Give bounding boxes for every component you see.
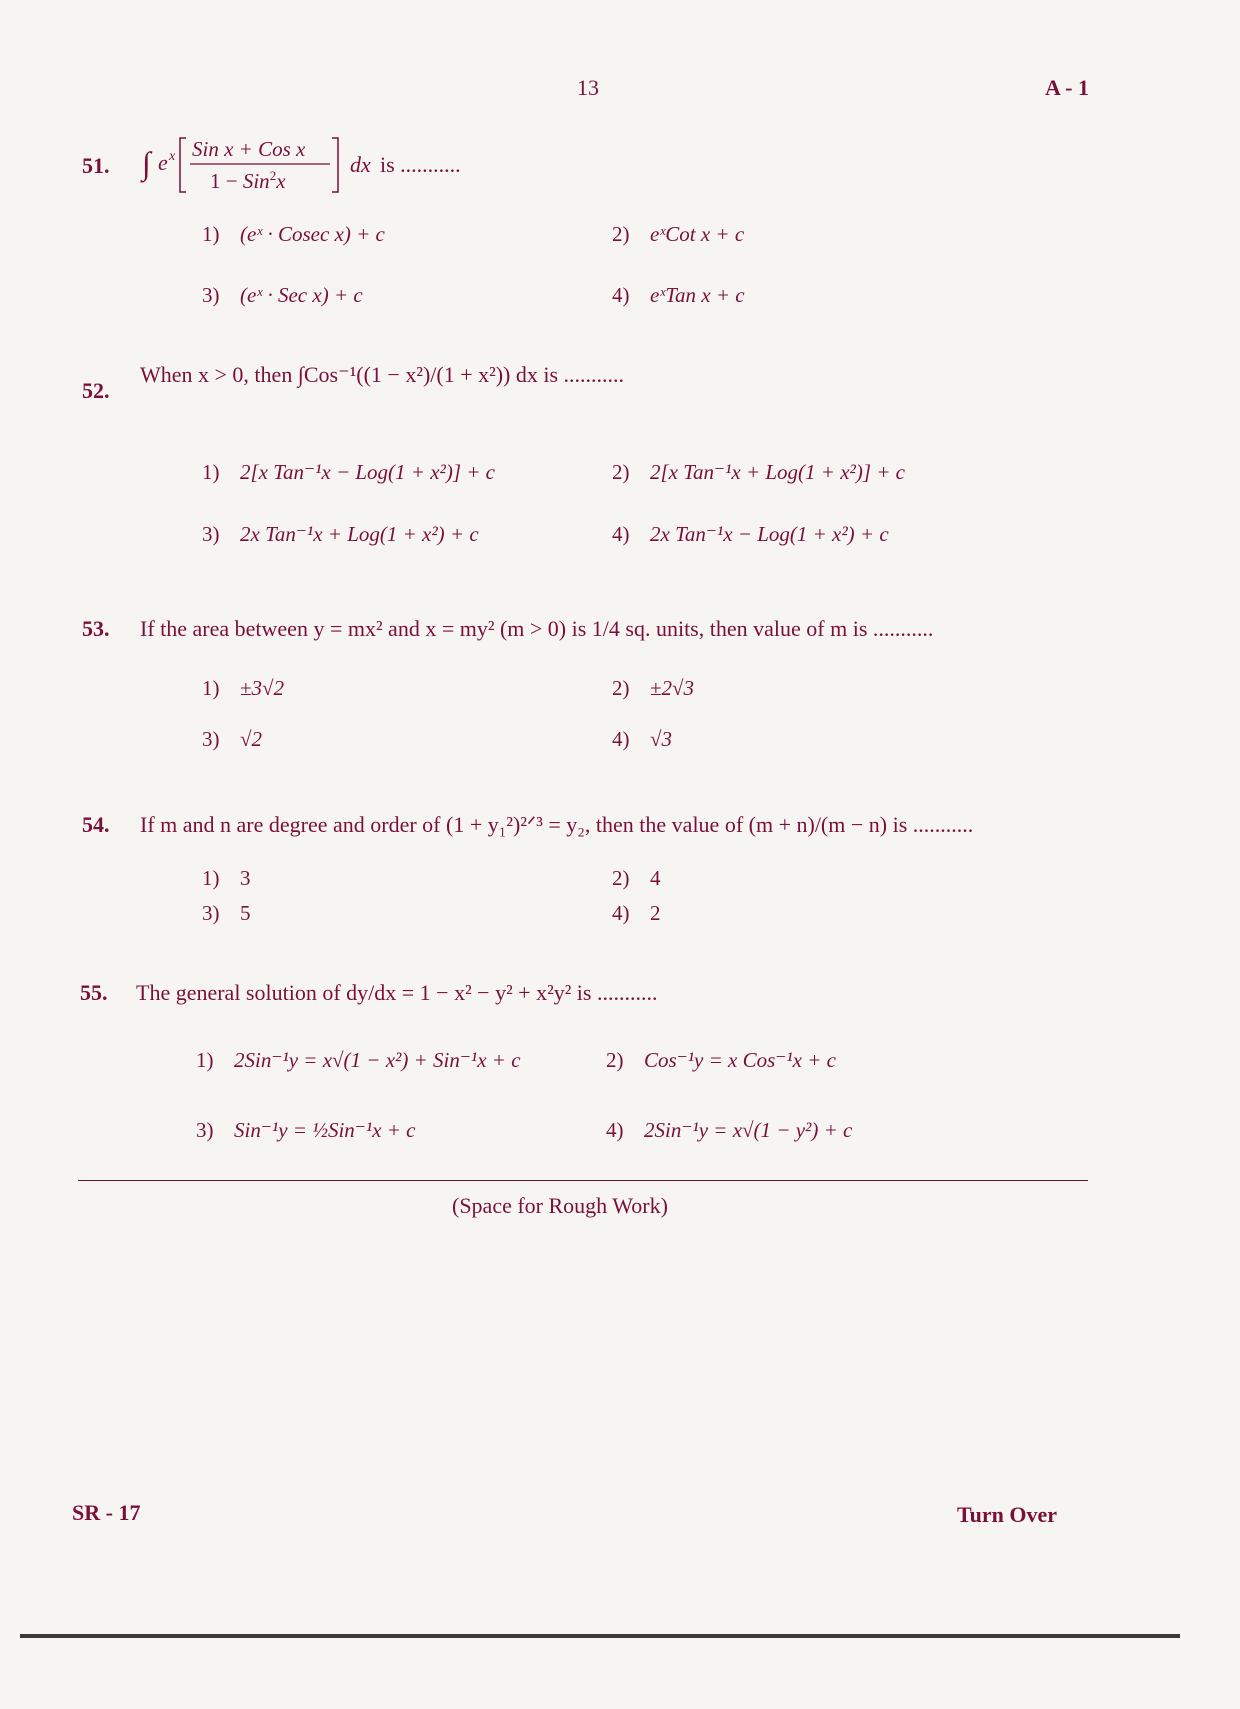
option-2[interactable] <box>612 222 744 247</box>
question-text: When x > 0, then ∫Cos⁻¹((1 − x²)/(1 + x²)) dx is ........... <box>140 362 625 387</box>
option-text: 3 <box>240 866 251 890</box>
option-number: 2) <box>612 222 630 246</box>
option-4[interactable] <box>612 522 889 547</box>
option-number: 3) <box>202 901 220 925</box>
rough-work-label: (Space for Rough Work) <box>452 1193 668 1218</box>
option-number: 3) <box>196 1118 214 1142</box>
page-bottom-border <box>20 1634 1180 1638</box>
option-text: ±3√2 <box>240 676 285 700</box>
option-2[interactable] <box>612 866 661 891</box>
option-3[interactable] <box>202 727 262 752</box>
option-number: 4) <box>612 522 630 546</box>
option-text: 2x Tan⁻¹x − Log(1 + x²) + c <box>650 522 889 546</box>
section-divider <box>78 1180 1088 1181</box>
option-text: ±2√3 <box>650 676 695 700</box>
option-text: (eˣ · Cosec x) + c <box>240 222 385 246</box>
footer-code: SR - 17 <box>72 1500 141 1525</box>
option-number: 4) <box>612 283 630 307</box>
option-number: 2) <box>612 460 630 484</box>
question-text <box>140 132 560 192</box>
option-number: 4) <box>612 901 630 925</box>
turn-over-label: Turn Over <box>957 1502 1058 1527</box>
option-4[interactable] <box>612 727 672 752</box>
page-number: 13 <box>577 75 599 100</box>
svg-text:e: e <box>158 150 168 175</box>
option-1[interactable] <box>202 676 284 701</box>
option-text: 2[x Tan⁻¹x − Log(1 + x²)] + c <box>240 460 495 484</box>
option-2[interactable] <box>606 1048 836 1073</box>
option-text: √3 <box>650 727 673 751</box>
option-text: 2Sin⁻¹y = x√(1 − x²) + Sin⁻¹x + c <box>234 1048 521 1072</box>
option-number: 3) <box>202 522 220 546</box>
option-4[interactable] <box>612 283 745 308</box>
option-number: 2) <box>606 1048 624 1072</box>
option-3[interactable] <box>202 522 479 547</box>
svg-text:dx: dx <box>350 152 371 177</box>
svg-text:is ...........: is ........... <box>380 152 461 177</box>
option-text: 2Sin⁻¹y = x√(1 − y²) + c <box>644 1118 853 1142</box>
option-number: 3) <box>202 283 220 307</box>
option-2[interactable] <box>612 676 694 701</box>
option-number: 2) <box>612 676 630 700</box>
option-number: 1) <box>202 222 220 246</box>
question-number: 54. <box>82 812 110 837</box>
option-text: 2x Tan⁻¹x + Log(1 + x²) + c <box>240 522 479 546</box>
option-3[interactable] <box>196 1118 415 1143</box>
option-text: 5 <box>240 901 251 925</box>
option-text: (eˣ · Sec x) + c <box>240 283 363 307</box>
option-text: √2 <box>240 727 263 751</box>
option-2[interactable] <box>612 460 905 485</box>
option-4[interactable] <box>606 1118 852 1143</box>
option-number: 1) <box>202 676 220 700</box>
option-1[interactable] <box>202 222 385 247</box>
option-number: 1) <box>202 866 220 890</box>
option-text: 2[x Tan⁻¹x + Log(1 + x²)] + c <box>650 460 905 484</box>
option-number: 1) <box>196 1048 214 1072</box>
option-text: Cos⁻¹y = x Cos⁻¹x + c <box>644 1048 836 1072</box>
option-1[interactable] <box>202 866 251 891</box>
option-1[interactable] <box>196 1048 521 1073</box>
svg-text:Sin x + Cos x: Sin x + Cos x <box>192 137 306 161</box>
question-number: 53. <box>82 616 110 641</box>
option-number: 4) <box>612 727 630 751</box>
option-text: eˣCot x + c <box>650 222 745 246</box>
option-3[interactable] <box>202 901 251 926</box>
option-4[interactable] <box>612 901 661 926</box>
option-number: 1) <box>202 460 220 484</box>
question-text: If the area between y = mx² and x = my² (m > 0) is 1/4 sq. units, then value of m is ........... <box>140 616 934 641</box>
option-number: 2) <box>612 866 630 890</box>
option-1[interactable] <box>202 460 495 485</box>
question-number: 55. <box>80 980 108 1005</box>
svg-text:1 − Sin2x: 1 − Sin$^2$x <box>210 168 286 193</box>
question-number: 51. <box>82 153 110 178</box>
option-3[interactable] <box>202 283 363 308</box>
option-text: 2 <box>650 901 661 925</box>
option-text: Sin⁻¹y = ½Sin⁻¹x + c <box>234 1118 416 1142</box>
svg-text:x: x <box>169 149 176 164</box>
question-text: The general solution of dy/dx = 1 − x² − y² + x²y² is ........... <box>136 980 658 1005</box>
question-text: If m and n are degree and order of (1 + y₁²)²ᐟ³ = y₂, then the value of (m + n)/(m − n) is ........... <box>140 812 974 837</box>
option-number: 4) <box>606 1118 624 1142</box>
paper-code: A - 1 <box>1045 75 1089 100</box>
svg-text:∫: ∫ <box>142 145 151 181</box>
option-number: 3) <box>202 727 220 751</box>
question-51-formula <box>140 132 560 198</box>
question-number: 52. <box>82 378 110 403</box>
option-text: 4 <box>650 866 661 890</box>
option-text: eˣTan x + c <box>650 283 745 307</box>
